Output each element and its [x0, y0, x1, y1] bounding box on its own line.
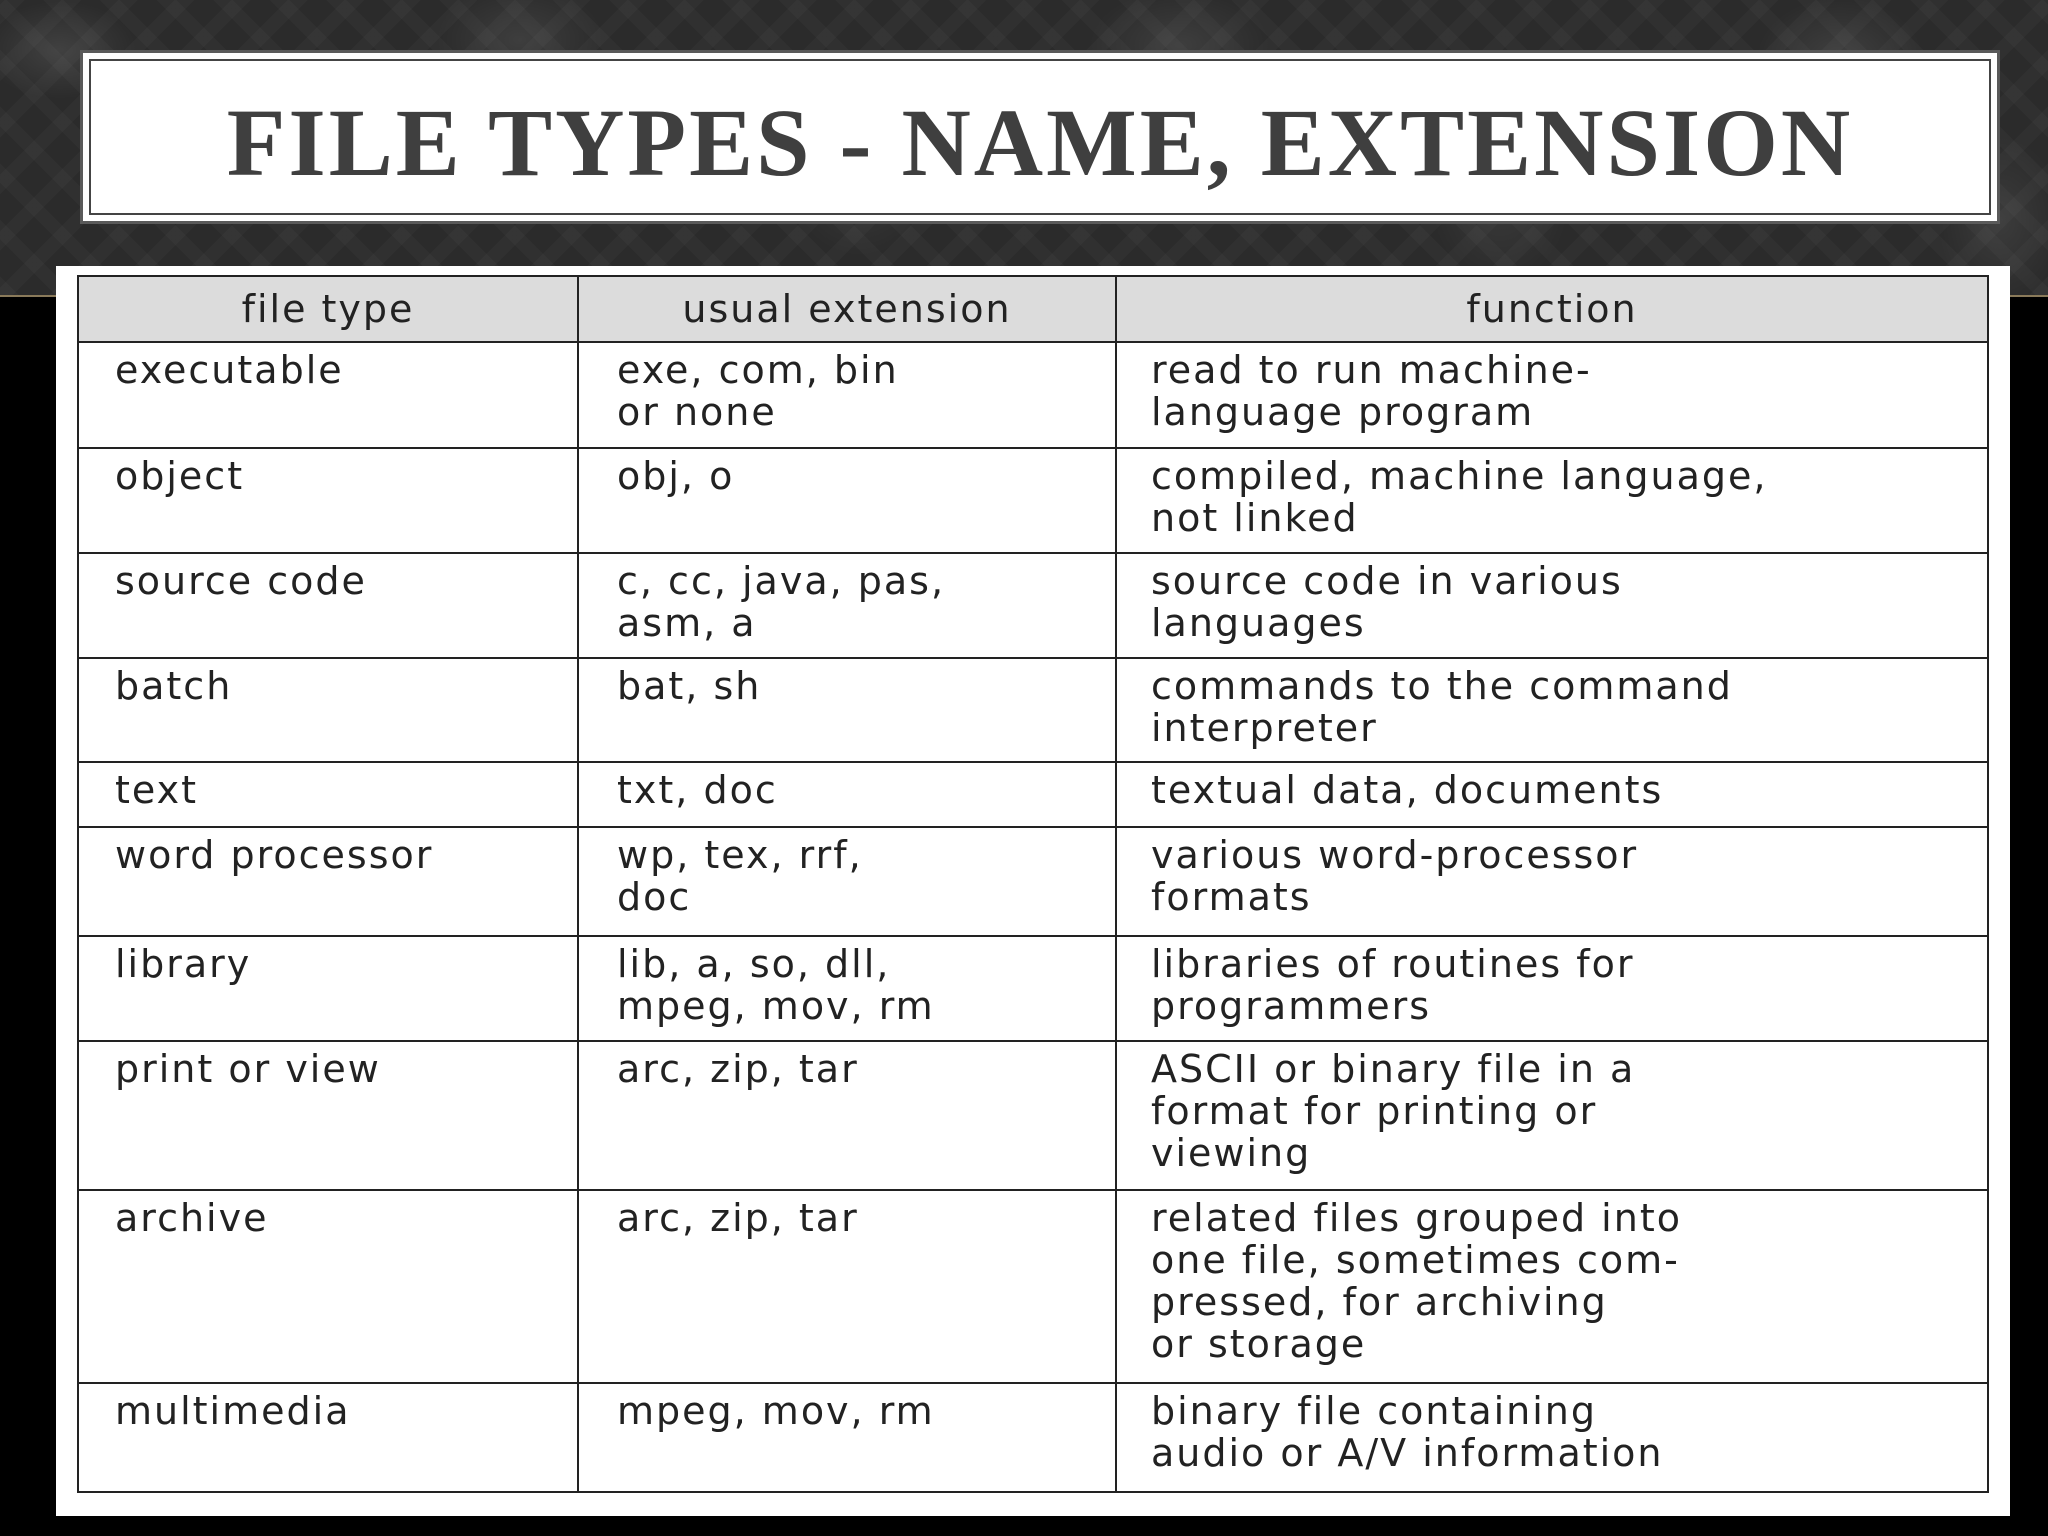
cell-file-type: print or view	[78, 1041, 578, 1190]
cell-file-type: executable	[78, 342, 578, 448]
cell-function: read to run machine- language program	[1116, 342, 1988, 448]
table-row	[78, 448, 1988, 553]
table-row	[78, 1383, 1988, 1492]
header-usual-extension: usual extension	[578, 276, 1116, 342]
header-file-type: file type	[78, 276, 578, 342]
cell-extension: lib, a, so, dll, mpeg, mov, rm	[578, 936, 1116, 1041]
cell-function: compiled, machine language, not linked	[1116, 448, 1988, 553]
table-panel	[56, 266, 2010, 1516]
table-header-row	[78, 276, 1988, 342]
table-row	[78, 1041, 1988, 1190]
slide-title: FILE TYPES - NAME, EXTENSION	[226, 88, 1854, 196]
cell-extension: obj, o	[578, 448, 1116, 553]
header-function: function	[1116, 276, 1988, 342]
cell-function: binary file containing audio or A/V information	[1116, 1383, 1988, 1492]
file-types-table	[77, 275, 1989, 1493]
cell-function: source code in various languages	[1116, 553, 1988, 658]
cell-extension: bat, sh	[578, 658, 1116, 762]
cell-function: related files grouped into one file, sometimes com- pressed, for archiving or storage	[1116, 1190, 1988, 1383]
cell-extension: wp, tex, rrf, doc	[578, 827, 1116, 936]
cell-file-type: library	[78, 936, 578, 1041]
table-row	[78, 553, 1988, 658]
cell-extension: arc, zip, tar	[578, 1190, 1116, 1383]
cell-function: textual data, documents	[1116, 762, 1988, 827]
table-row	[78, 658, 1988, 762]
title-frame	[89, 59, 1991, 215]
cell-extension: txt, doc	[578, 762, 1116, 827]
cell-function: ASCII or binary file in a format for printing or viewing	[1116, 1041, 1988, 1190]
cell-extension: exe, com, bin or none	[578, 342, 1116, 448]
cell-file-type: object	[78, 448, 578, 553]
table-row	[78, 762, 1988, 827]
table-row	[78, 342, 1988, 448]
table-row	[78, 827, 1988, 936]
title-box	[80, 50, 2000, 224]
table-row	[78, 936, 1988, 1041]
cell-file-type: source code	[78, 553, 578, 658]
cell-file-type: multimedia	[78, 1383, 578, 1492]
table-row	[78, 1190, 1988, 1383]
cell-file-type: batch	[78, 658, 578, 762]
cell-file-type: word processor	[78, 827, 578, 936]
cell-extension: mpeg, mov, rm	[578, 1383, 1116, 1492]
cell-function: various word-processor formats	[1116, 827, 1988, 936]
cell-function: commands to the command interpreter	[1116, 658, 1988, 762]
cell-extension: c, cc, java, pas, asm, a	[578, 553, 1116, 658]
cell-function: libraries of routines for programmers	[1116, 936, 1988, 1041]
cell-extension: arc, zip, tar	[578, 1041, 1116, 1190]
cell-file-type: archive	[78, 1190, 578, 1383]
cell-file-type: text	[78, 762, 578, 827]
